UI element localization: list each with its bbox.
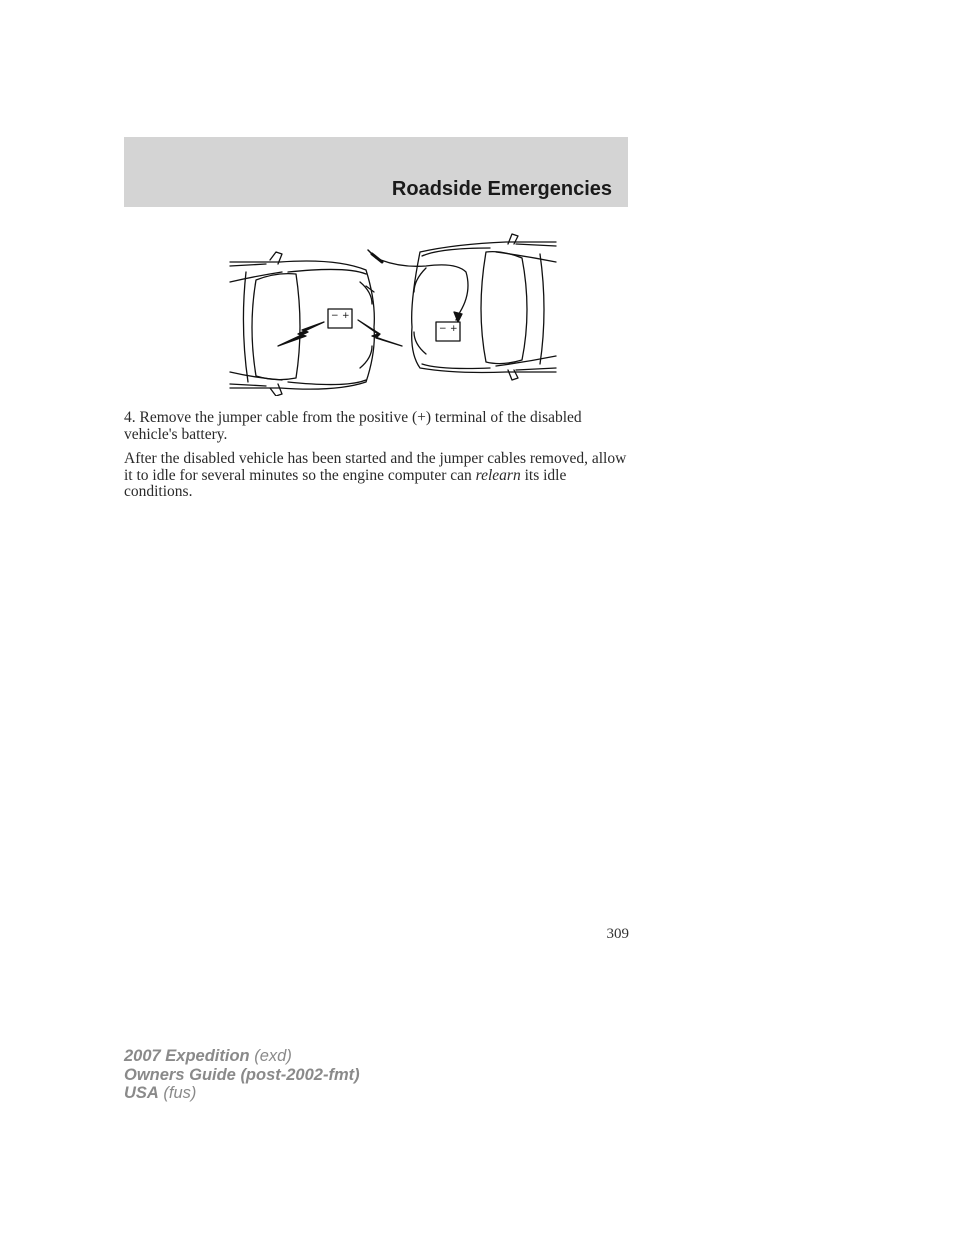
section-title: Roadside Emergencies <box>391 178 612 200</box>
negative-terminal-label: − <box>439 324 447 334</box>
jump-start-illustration <box>226 232 560 396</box>
left-battery <box>328 309 352 328</box>
paragraph-text: After the disabled vehicle has been started and the jumper cables removed, allow it to idle for several minutes so the engine computer can <box>124 450 627 484</box>
idle-relearn-paragraph <box>124 451 628 501</box>
document-footer <box>124 1047 360 1103</box>
footer-model-code: (exd) <box>249 1047 292 1065</box>
footer-line-1 <box>124 1047 360 1066</box>
right-battery <box>436 322 460 341</box>
footer-line-2 <box>124 1066 360 1085</box>
instructions <box>124 410 628 509</box>
page-number: 309 <box>606 926 629 942</box>
relearn-emphasis: relearn <box>475 466 521 484</box>
footer-market: USA <box>124 1084 159 1102</box>
footer-model: 2007 Expedition <box>124 1047 250 1065</box>
section-header-band <box>124 137 628 207</box>
positive-terminal-label: + <box>342 311 350 321</box>
footer-line-3 <box>124 1084 360 1103</box>
footer-guide: Owners Guide (post-2002-fmt) <box>124 1065 360 1084</box>
right-vehicle <box>412 234 556 380</box>
positive-terminal-label: + <box>450 324 458 334</box>
left-vehicle <box>230 252 374 396</box>
spark-icon <box>358 320 402 346</box>
paragraph-text: its idle conditions. <box>124 466 567 500</box>
negative-terminal-label: − <box>331 311 339 321</box>
footer-market-code: (fus) <box>158 1084 197 1102</box>
spark-icon <box>278 322 324 346</box>
step-4-text: 4. Remove the jumper cable from the positive (+) terminal of the disabled vehicle's battery. <box>124 409 582 443</box>
